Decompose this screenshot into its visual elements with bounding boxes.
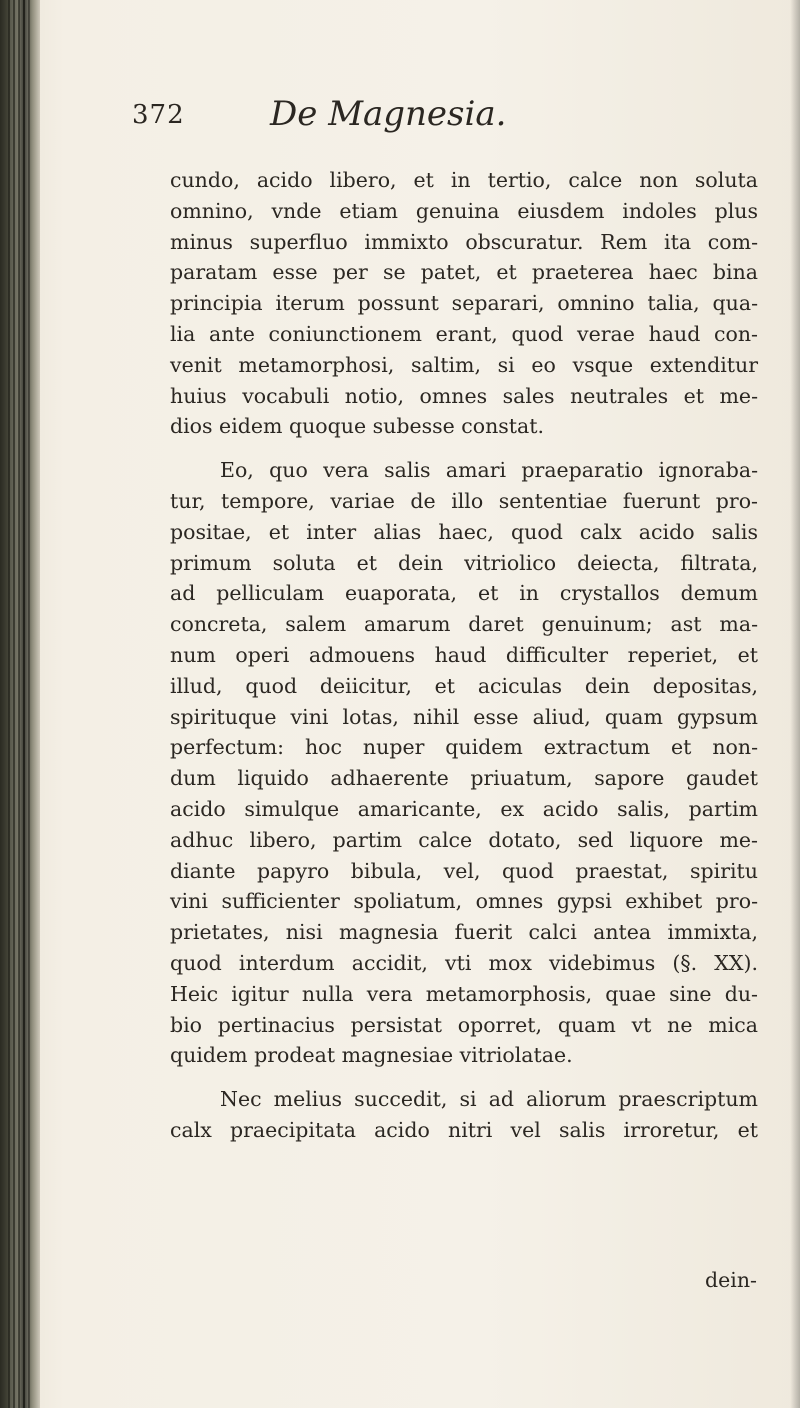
text-line: num operi admouens haud difficulter reperiet, et xyxy=(170,642,758,667)
page-header xyxy=(132,94,692,144)
text-line: quod interdum accidit, vti mox videbimus (§. XX). xyxy=(170,950,758,975)
body-text xyxy=(170,165,758,1146)
text-line: primum soluta et dein vitriolico deiecta, filtrata, xyxy=(170,550,758,575)
text-line: illud, quod deiicitur, et aciculas dein depositas, xyxy=(170,673,758,698)
paragraph-1 xyxy=(170,165,758,442)
text-line: prietates, nisi magnesia fuerit calci antea immixta, xyxy=(170,920,758,945)
text-line: adhuc libero, partim calce dotato, sed liquore me- xyxy=(170,827,758,852)
text-line: spirituque vini lotas, nihil esse aliud, quam gypsum xyxy=(170,704,758,729)
text-line: diante papyro bibula, vel, quod praestat, spiritu xyxy=(170,858,758,883)
text-line: tur, tempore, variae de illo sententiae fuerunt pro- xyxy=(170,488,758,513)
text-line: acido simulque amaricante, ex acido salis, partim xyxy=(170,796,758,821)
text-line: Heic igitur nulla vera metamorphosis, quae sine du- xyxy=(170,981,758,1006)
text-line: vini sufficienter spoliatum, omnes gypsi exhibet pro- xyxy=(170,889,758,914)
text-line: venit metamorphosi, saltim, si eo vsque extenditur xyxy=(170,352,758,377)
page-number: 372 xyxy=(132,100,185,130)
text-line: concreta, salem amarum daret genuinum; ast ma- xyxy=(170,612,758,637)
text-line: huius vocabuli notio, omnes sales neutrales et me- xyxy=(170,383,758,408)
text-line: dum liquido adhaerente priuatum, sapore gaudet xyxy=(170,766,758,791)
catchword: dein- xyxy=(705,1268,757,1292)
text-line: omnino, vnde etiam genuina eiusdem indoles plus xyxy=(170,198,758,223)
text-line: bio pertinacius persistat oporret, quam vt ne mica xyxy=(170,1012,758,1037)
text-line: lia ante coniunctionem erant, quod verae haud con- xyxy=(170,321,758,346)
text-line: cundo, acido libero, et in tertio, calce non soluta xyxy=(170,168,758,192)
text-line: positae, et inter alias haec, quod calx acido salis xyxy=(170,519,758,544)
text-line: quidem prodeat magnesiae vitriolatae. xyxy=(170,1043,573,1068)
text-line: minus superfluo immixto obscuratur. Rem ita com- xyxy=(170,229,758,254)
text-line: dios eidem quoque subesse constat. xyxy=(170,414,545,439)
running-head: De Magnesia. xyxy=(270,94,507,134)
text-line: paratam esse per se patet, et praeterea haec bina xyxy=(170,260,758,285)
text-line: perfectum: hoc nuper quidem extractum et non- xyxy=(170,735,758,760)
spine-binding-stripes xyxy=(8,0,30,1408)
text-line: calx praecipitata acido nitri vel salis irroretur, et xyxy=(170,1117,758,1142)
paragraph-2 xyxy=(170,455,758,1071)
paragraph-3 xyxy=(170,1084,758,1146)
page-edge-shadow xyxy=(790,0,800,1408)
book-spine xyxy=(0,0,40,1408)
text-line: ad pelliculam euaporata, et in crystallos demum xyxy=(170,581,758,606)
text-line: Eo, quo vera salis amari praeparatio ignoraba- xyxy=(220,458,758,483)
text-line: Nec melius succedit, si ad aliorum praescriptum xyxy=(220,1087,758,1112)
text-line: principia iterum possunt separari, omnino talia, qua- xyxy=(170,291,758,316)
